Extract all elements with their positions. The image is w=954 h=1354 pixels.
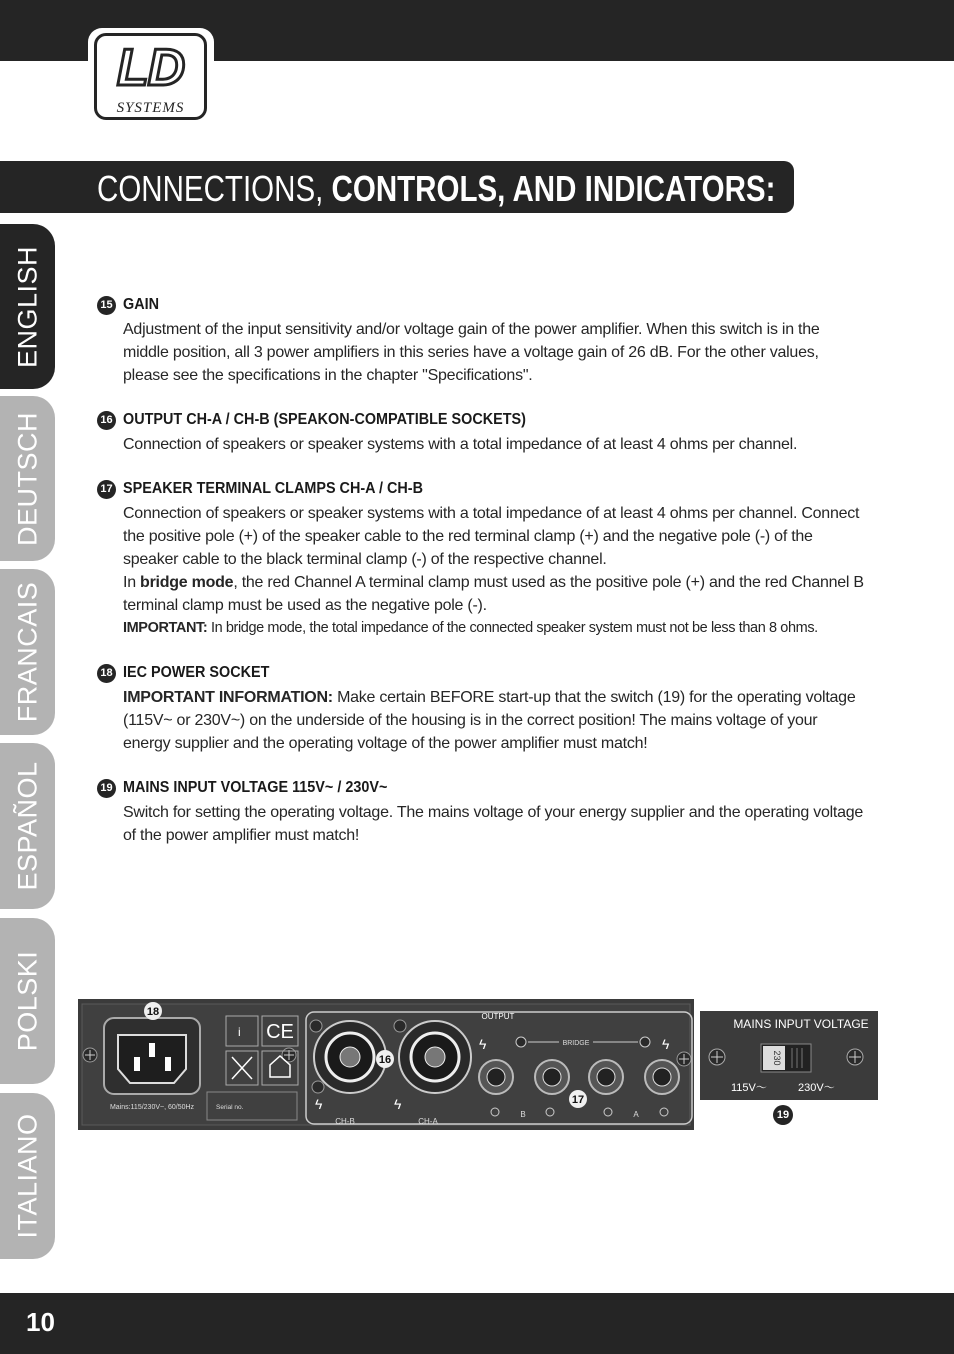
terminal-clamp-b-plus xyxy=(535,1060,569,1094)
terminal-clamp-b-minus xyxy=(479,1060,513,1094)
switch-value: 230 xyxy=(772,1050,782,1066)
svg-text:i: i xyxy=(238,1025,241,1039)
item-heading: MAINS INPUT VOLTAGE 115V~ / 230V~ xyxy=(123,779,388,796)
terminal-clamp-a-plus xyxy=(589,1060,623,1094)
item-text: Switch for setting the operating voltage. The mains voltage of your energy supplier and the operating voltage of the power amplifier must match! xyxy=(123,804,864,844)
title-light: CONNECTIONS, xyxy=(97,168,332,209)
item-heading: OUTPUT CH-A / CH-B (SPEAKON-COMPATIBLE SOCKETS) xyxy=(123,411,526,428)
tab-label: ITALIANO xyxy=(12,1113,42,1239)
tab-label: POLSKI xyxy=(12,950,42,1052)
tab-label: ENGLISH xyxy=(12,245,42,368)
tab-francais[interactable] xyxy=(0,569,55,735)
footer-bar xyxy=(0,1293,954,1354)
item-number: 19 xyxy=(97,779,116,798)
b-label: B xyxy=(520,1110,526,1119)
item-text xyxy=(123,686,867,755)
screw-icon xyxy=(709,1049,725,1065)
item-text: Connection of speakers or speaker systems with a total impedance of at least 4 ohms per channel. Connect the positive pole (+) of the speaker cable to the red terminal clamp (+) and the negative pole (-) of the speaker cable to the black terminal clamp (-) of the respective channel. xyxy=(123,505,860,568)
terminal-clamp-a-minus xyxy=(645,1060,679,1094)
tab-polski[interactable] xyxy=(0,918,55,1084)
voltage-switch-illustration xyxy=(700,1011,878,1100)
item-heading: GAIN xyxy=(123,296,159,313)
a-label: A xyxy=(633,1110,639,1119)
rear-panel-svg xyxy=(78,999,694,1130)
page-title xyxy=(97,167,775,211)
mains-label: Mains:115/230V~, 60/50Hz xyxy=(109,1104,195,1111)
item-output xyxy=(97,410,867,456)
screw-icon xyxy=(677,1052,691,1066)
warning-icon: ϟ xyxy=(662,1036,670,1052)
ch-b-label: CH-B xyxy=(335,1117,355,1126)
screw-icon xyxy=(847,1049,863,1065)
important-note xyxy=(123,617,867,640)
section-title-bar xyxy=(0,161,794,213)
note-text: In bridge mode, the total impedance of the connected speaker system must not be less than 8 ohms. xyxy=(207,620,818,636)
speakon-socket-chb xyxy=(314,1021,386,1093)
important-label: IMPORTANT INFORMATION: xyxy=(123,689,333,706)
callout-18 xyxy=(144,1002,162,1020)
tab-deutsch[interactable] xyxy=(0,396,55,561)
bridge-mode-text xyxy=(123,571,867,617)
tab-italiano[interactable] xyxy=(0,1093,55,1259)
callout-16 xyxy=(376,1050,394,1068)
tab-english[interactable] xyxy=(0,224,55,389)
content xyxy=(97,295,867,870)
callout-number: 18 xyxy=(146,1006,160,1018)
title-bold: CONTROLS, AND INDICATORS: xyxy=(331,168,776,209)
logo-subtitle: SYSTEMS xyxy=(116,100,185,116)
item-gain xyxy=(97,295,867,387)
item-mains-voltage xyxy=(97,778,867,847)
label-230v: 230V～ xyxy=(798,1082,835,1094)
callout-19 xyxy=(773,1105,793,1125)
text-fragment: , the red Channel A terminal clamp must used as the positive pole (+) and the red Channel B terminal clamp must be used as the negative pole (-). xyxy=(123,574,864,614)
note-label: IMPORTANT: xyxy=(123,620,208,636)
callout-17 xyxy=(569,1090,587,1108)
label-115v: 115V～ xyxy=(731,1082,767,1094)
bridge-label: BRIDGE xyxy=(562,1040,590,1047)
serial-label: Serial no. xyxy=(216,1104,244,1111)
page-number: 10 xyxy=(26,1307,55,1337)
item-text: Connection of speakers or speaker systems with a total impedance of at least 4 ohms per channel. xyxy=(123,436,798,453)
warning-icon: ϟ xyxy=(394,1096,402,1112)
tab-espanol[interactable] xyxy=(0,743,55,909)
item-heading: IEC POWER SOCKET xyxy=(123,664,270,681)
speakon-socket-cha xyxy=(399,1021,471,1093)
item-number: 17 xyxy=(97,480,116,499)
item-terminal-clamps xyxy=(97,479,867,640)
text-fragment: Make certain BEFORE start-up that the switch (19) for the operating voltage (115V~ or 230V~) on the underside of the housing is in the correct position! The mains voltage of your energy supplier and the operating voltage of the power amplifier must match! xyxy=(123,689,856,752)
text-fragment: In xyxy=(123,574,141,591)
tab-label: DEUTSCH xyxy=(12,411,42,546)
callout-number: 19 xyxy=(776,1109,790,1121)
callout-number: 17 xyxy=(571,1094,585,1106)
item-number: 15 xyxy=(97,296,116,315)
item-heading: SPEAKER TERMINAL CLAMPS CH-A / CH-B xyxy=(123,480,424,497)
voltage-switch-svg xyxy=(700,1011,878,1100)
output-label: OUTPUT xyxy=(481,1012,515,1021)
screw-icon xyxy=(83,1048,97,1062)
callout-number: 16 xyxy=(378,1054,392,1066)
bridge-mode-term: bridge mode xyxy=(140,574,234,591)
tab-label: FRANCAIS xyxy=(12,581,42,723)
logo-mark: LD xyxy=(116,39,185,97)
warning-icon: ϟ xyxy=(315,1096,323,1112)
rear-panel-illustration xyxy=(78,999,694,1130)
warning-icon: ϟ xyxy=(479,1036,487,1052)
ld-systems-logo xyxy=(88,28,214,126)
item-iec-socket xyxy=(97,663,867,755)
item-number: 16 xyxy=(97,411,116,430)
switch-title: MAINS INPUT VOLTAGE xyxy=(733,1017,869,1031)
item-number: 18 xyxy=(97,664,116,683)
item-text: Adjustment of the input sensitivity and/or voltage gain of the power amplifier. When this switch is in the middle position, all 3 power amplifiers in this series have a voltage gain of 26 dB. For the other values, please see the specifications in the chapter "Specifications". xyxy=(123,321,820,384)
tab-label: ESPAÑOL xyxy=(12,761,42,891)
ce-mark: CE xyxy=(266,1021,294,1043)
ch-a-label: CH-A xyxy=(418,1117,438,1126)
